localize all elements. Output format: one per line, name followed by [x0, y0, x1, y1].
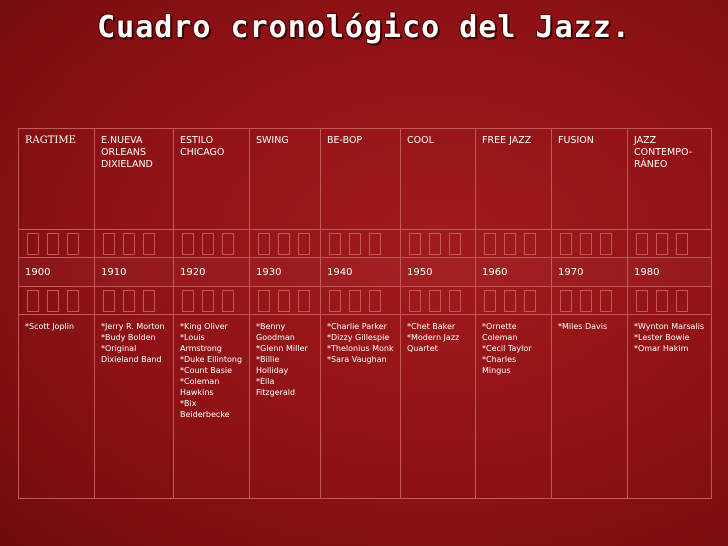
decor-cell [19, 287, 95, 315]
decor-bar [298, 290, 310, 312]
artists-cell [401, 315, 476, 499]
artist-name: *Louis Armstrong [180, 333, 222, 353]
style-cell: COOL [401, 129, 476, 230]
decor-bar [349, 290, 361, 312]
year-cell: 1960 [476, 258, 552, 287]
artist-name: *Wynton Marsalis [634, 322, 704, 331]
artist-name: *Ornette Coleman [482, 322, 518, 342]
decor-cell [19, 230, 95, 258]
style-cell: JAZZ CONTEMPO-RÁNEO [628, 129, 712, 230]
year-cell: 1910 [95, 258, 174, 287]
decor-bar [484, 290, 496, 312]
decor-bar [47, 290, 59, 312]
decor-bar [27, 290, 39, 312]
year-cell: 1940 [321, 258, 401, 287]
decor-row-bottom [19, 287, 712, 315]
styles-row [19, 129, 712, 230]
artist-name: *Sara Vaughan [327, 355, 387, 364]
decor-bar [258, 290, 270, 312]
decor-bar [329, 233, 341, 255]
artist-name: *Jerry R. Morton [101, 322, 165, 331]
artist-name: *Modern Jazz Quartet [407, 333, 460, 353]
decor-bar [67, 290, 79, 312]
decor-bar [202, 233, 214, 255]
decor-bar [636, 290, 648, 312]
artist-name: *Dizzy Gillespie [327, 333, 390, 342]
artist-name: *Bix Beiderbecke [180, 399, 230, 419]
decor-bar [560, 233, 572, 255]
decor-cell [174, 287, 250, 315]
decor-bar [67, 233, 79, 255]
decor-bar [429, 290, 441, 312]
year-cell: 1920 [174, 258, 250, 287]
decor-cell [401, 287, 476, 315]
year-cell: 1930 [250, 258, 321, 287]
year-cell: 1900 [19, 258, 95, 287]
artist-name: *Scott Joplin [25, 322, 75, 331]
artists-cell [321, 315, 401, 499]
decor-bar [298, 233, 310, 255]
year-cell: 1950 [401, 258, 476, 287]
artist-name: *King Oliver [180, 322, 228, 331]
artist-name: *Lester Bowie [634, 333, 690, 342]
artist-name: *Thelonius Monk [327, 344, 394, 353]
decor-bar [504, 290, 516, 312]
decor-cell [95, 230, 174, 258]
decor-bar [143, 290, 155, 312]
decor-bar [258, 233, 270, 255]
decor-cell [321, 230, 401, 258]
decor-bar [600, 290, 612, 312]
decor-bar [449, 233, 461, 255]
decor-bar [143, 233, 155, 255]
decor-bar [349, 233, 361, 255]
decor-bar [504, 233, 516, 255]
artist-name: *Charlie Parker [327, 322, 387, 331]
decor-bar [27, 233, 39, 255]
decor-bar [222, 233, 234, 255]
decor-bar [409, 290, 421, 312]
artist-name: *Chet Baker [407, 322, 456, 331]
decor-cell [476, 287, 552, 315]
decor-bar [429, 233, 441, 255]
decor-bar [278, 290, 290, 312]
artist-name: *Glenn Miller [256, 344, 308, 353]
year-cell: 1970 [552, 258, 628, 287]
decor-bar [484, 233, 496, 255]
decor-bar [524, 290, 536, 312]
decor-bar [123, 290, 135, 312]
decor-cell [552, 230, 628, 258]
decor-bar [409, 233, 421, 255]
slide-title: Cuadro cronológico del Jazz. [97, 10, 631, 45]
decor-bar [103, 290, 115, 312]
decor-bar [676, 290, 688, 312]
artists-cell [174, 315, 250, 499]
style-cell: E.NUEVA ORLEANS DIXIELAND [95, 129, 174, 230]
artist-name: *Charles Mingus [482, 355, 517, 375]
decor-bar [182, 290, 194, 312]
decor-cell [628, 230, 712, 258]
decor-row-top [19, 230, 712, 258]
decor-bar [123, 233, 135, 255]
jazz-timeline-table [18, 128, 712, 499]
artists-cell [95, 315, 174, 499]
decor-bar [202, 290, 214, 312]
artists-cell [628, 315, 712, 499]
artists-cell [552, 315, 628, 499]
decor-bar [103, 233, 115, 255]
decor-cell [250, 287, 321, 315]
decor-bar [369, 233, 381, 255]
decor-bar [580, 290, 592, 312]
decor-bar [560, 290, 572, 312]
style-cell: BE-BOP [321, 129, 401, 230]
decor-bar [676, 233, 688, 255]
decor-bar [182, 233, 194, 255]
artist-name: *Cecil Taylor [482, 344, 532, 353]
decor-bar [600, 233, 612, 255]
style-cell: FREE JAZZ [476, 129, 552, 230]
artist-name: *Duke Ellintong [180, 355, 243, 364]
style-cell: ESTILO CHICAGO [174, 129, 250, 230]
decor-cell [552, 287, 628, 315]
decor-cell [321, 287, 401, 315]
artist-name: *Original Dixieland Band [101, 344, 162, 364]
decor-cell [95, 287, 174, 315]
year-cell: 1980 [628, 258, 712, 287]
artist-name: *Ella Fitzgerald [256, 377, 296, 397]
artist-name: *Billie Holliday [256, 355, 289, 375]
decor-bar [524, 233, 536, 255]
decor-cell [628, 287, 712, 315]
artist-name: *Count Basie [180, 366, 233, 375]
decor-bar [222, 290, 234, 312]
artists-cell [250, 315, 321, 499]
artist-name: *Budy Bolden [101, 333, 156, 342]
decor-bar [47, 233, 59, 255]
artists-cell [19, 315, 95, 499]
artists-row [19, 315, 712, 499]
decor-bar [329, 290, 341, 312]
style-cell: RAGTIME [19, 129, 95, 230]
style-cell: SWING [250, 129, 321, 230]
artist-name: *Omar Hakim [634, 344, 689, 353]
decor-cell [174, 230, 250, 258]
years-row [19, 258, 712, 287]
decor-cell [476, 230, 552, 258]
decor-cell [250, 230, 321, 258]
decor-bar [449, 290, 461, 312]
decor-bar [656, 290, 668, 312]
artist-name: *Benny Goodman [256, 322, 295, 342]
decor-cell [401, 230, 476, 258]
decor-bar [278, 233, 290, 255]
artist-name: *Miles Davis [558, 322, 608, 331]
artists-cell [476, 315, 552, 499]
decor-bar [369, 290, 381, 312]
decor-bar [636, 233, 648, 255]
artist-name: *Coleman Hawkins [180, 377, 220, 397]
decor-bar [656, 233, 668, 255]
decor-bar [580, 233, 592, 255]
style-cell: FUSION [552, 129, 628, 230]
